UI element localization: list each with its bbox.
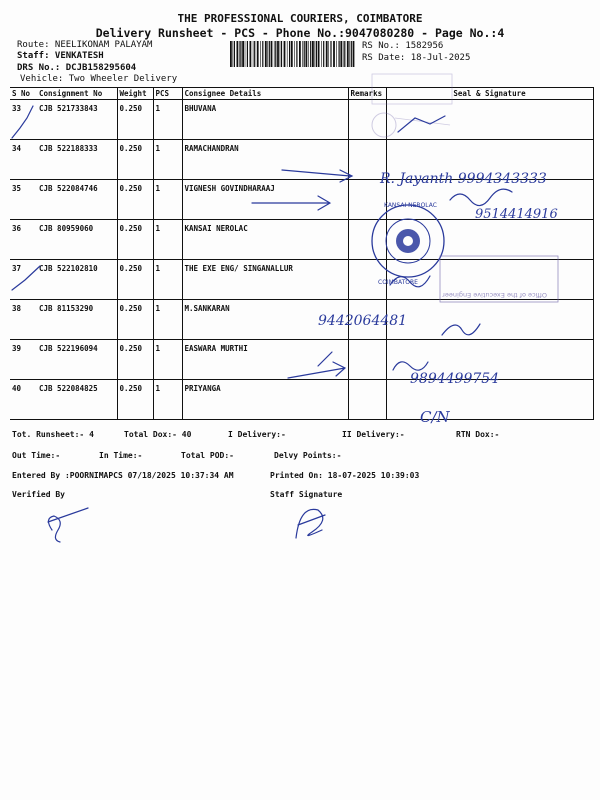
kansai-stamp-text: KANSAI NEROLAC [384, 202, 437, 209]
exe-eng-stamp [440, 256, 558, 302]
cell-consignee: RAMACHANDRAN [182, 140, 348, 180]
cell-consignee: THE EXE ENG/ SINGANALLUR [182, 260, 348, 300]
kansai-stamp-city: COIMBATORE [378, 279, 418, 286]
total-dox: Total Dox:- 40 [124, 430, 192, 439]
cell-pcs: 1 [153, 300, 182, 340]
cell-sno: 38 [10, 300, 37, 340]
out-time: Out Time:- [12, 451, 61, 460]
cell-pcs: 1 [153, 380, 182, 420]
vehicle-label: Vehicle: Two Wheeler Delivery [20, 74, 178, 84]
signature-row33 [398, 116, 445, 132]
route-label: Route: NEELIKONAM PALAYAM [17, 40, 153, 50]
handwritten-phone-row35: R. Jayanth 9994343333 [380, 171, 547, 187]
cell-consignment: CJB 521733843 [37, 100, 117, 140]
in-time: In Time:- [99, 451, 143, 460]
cell-weight: 0.250 [117, 100, 153, 140]
verified-by: Verified By [12, 490, 65, 499]
faint-stamp [372, 74, 452, 137]
signature-row38 [442, 324, 480, 335]
cell-consignee: KANSAI NEROLAC [182, 220, 348, 260]
staff-label: Staff: VENKATESH [17, 51, 104, 61]
drs-label: DRS No.: DCJB158295604 [17, 63, 137, 73]
arrow-row35 [252, 196, 330, 210]
cell-pcs: 1 [153, 220, 182, 260]
arrow-row35b [282, 170, 352, 182]
strike-mark [12, 266, 40, 290]
cell-consignment: CJB 522102810 [37, 260, 117, 300]
handwritten-phone-row39: 9894499754 [410, 371, 500, 387]
rs-no-label: RS No.: 1582956 [362, 41, 444, 51]
cell-consignee: M.SANKARAN [182, 300, 348, 340]
cell-consignee: EASWARA MURTHI [182, 340, 348, 380]
cell-consignment: CJB 522188333 [37, 140, 117, 180]
cell-pcs: 1 [153, 340, 182, 380]
cell-weight: 0.250 [117, 180, 153, 220]
cell-sno: 39 [10, 340, 37, 380]
col-consignment: Consignment No [37, 88, 117, 100]
staff-signature-label: Staff Signature [270, 490, 343, 499]
total-pod: Total POD:- [181, 451, 234, 460]
handwritten-phone-row35b: 9514414916 [475, 207, 558, 222]
cell-weight: 0.250 [117, 300, 153, 340]
runsheet-subtitle: Delivery Runsheet - PCS - Phone No.:9047080280 - Page No.:4 [95, 26, 505, 40]
rs-date-label: RS Date: 18-Jul-2025 [362, 53, 471, 63]
col-pcs: PCS [153, 88, 182, 100]
printed-on: Printed On: 18-07-2025 10:39:03 [270, 471, 420, 480]
col-weight: Weight [117, 88, 153, 100]
cell-sno: 36 [10, 220, 37, 260]
kansai-stamp [372, 202, 444, 286]
cell-consignment: CJB 522084825 [37, 380, 117, 420]
col-consignee: Consignee Details [182, 88, 348, 100]
col-seal-signature: Seal & Signature [386, 88, 593, 100]
cell-weight: 0.250 [117, 380, 153, 420]
tick-mark [12, 106, 33, 138]
company-title: THE PROFESSIONAL COURIERS, COIMBATORE [177, 12, 423, 25]
cell-pcs: 1 [153, 140, 182, 180]
cell-consignment: CJB 522196094 [37, 340, 117, 380]
cell-pcs: 1 [153, 100, 182, 140]
signature-row39 [393, 362, 428, 370]
staff-signature-mark [296, 509, 325, 538]
rtn-dox: RTN Dox:- [456, 430, 500, 439]
col-remarks: Remarks [348, 88, 386, 100]
entered-by: Entered By :POORNIMAPCS 07/18/2025 10:37:34 AM [12, 471, 234, 480]
cell-weight: 0.250 [117, 140, 153, 180]
col-sno: S No [10, 88, 37, 100]
cell-sno: 37 [10, 260, 37, 300]
cell-pcs: 1 [153, 180, 182, 220]
delvy-points: Delvy Points:- [274, 451, 342, 460]
cell-consignment: CJB 81153290 [37, 300, 117, 340]
cell-consignment: CJB 522084746 [37, 180, 117, 220]
cell-sno: 35 [10, 180, 37, 220]
i-delivery: I Delivery:- [228, 430, 286, 439]
cell-weight: 0.250 [117, 220, 153, 260]
ii-delivery: II Delivery:- [342, 430, 405, 439]
tot-runsheet: Tot. Runsheet:- 4 [12, 430, 94, 439]
pen-mark [318, 352, 332, 366]
cell-sno: 34 [10, 140, 37, 180]
cell-consignee: PRIYANGA [182, 380, 348, 420]
cell-sno: 33 [10, 100, 37, 140]
arrow-row39 [288, 362, 345, 378]
cell-weight: 0.250 [117, 260, 153, 300]
cell-consignee: BHUVANA [182, 100, 348, 140]
cell-consignee: VIGNESH GOVINDHARAAJ [182, 180, 348, 220]
cell-consignment: CJB 80959060 [37, 220, 117, 260]
handwritten-cn-row40: C/N [420, 408, 450, 426]
cell-sno: 40 [10, 380, 37, 420]
exe-eng-stamp-text: Office of the Executive Engineer [442, 291, 547, 299]
cell-pcs: 1 [153, 260, 182, 300]
cell-weight: 0.250 [117, 340, 153, 380]
signature-row35 [450, 189, 512, 205]
verified-signature [48, 508, 88, 542]
handwritten-phone-row38: 9442064481 [318, 313, 408, 329]
